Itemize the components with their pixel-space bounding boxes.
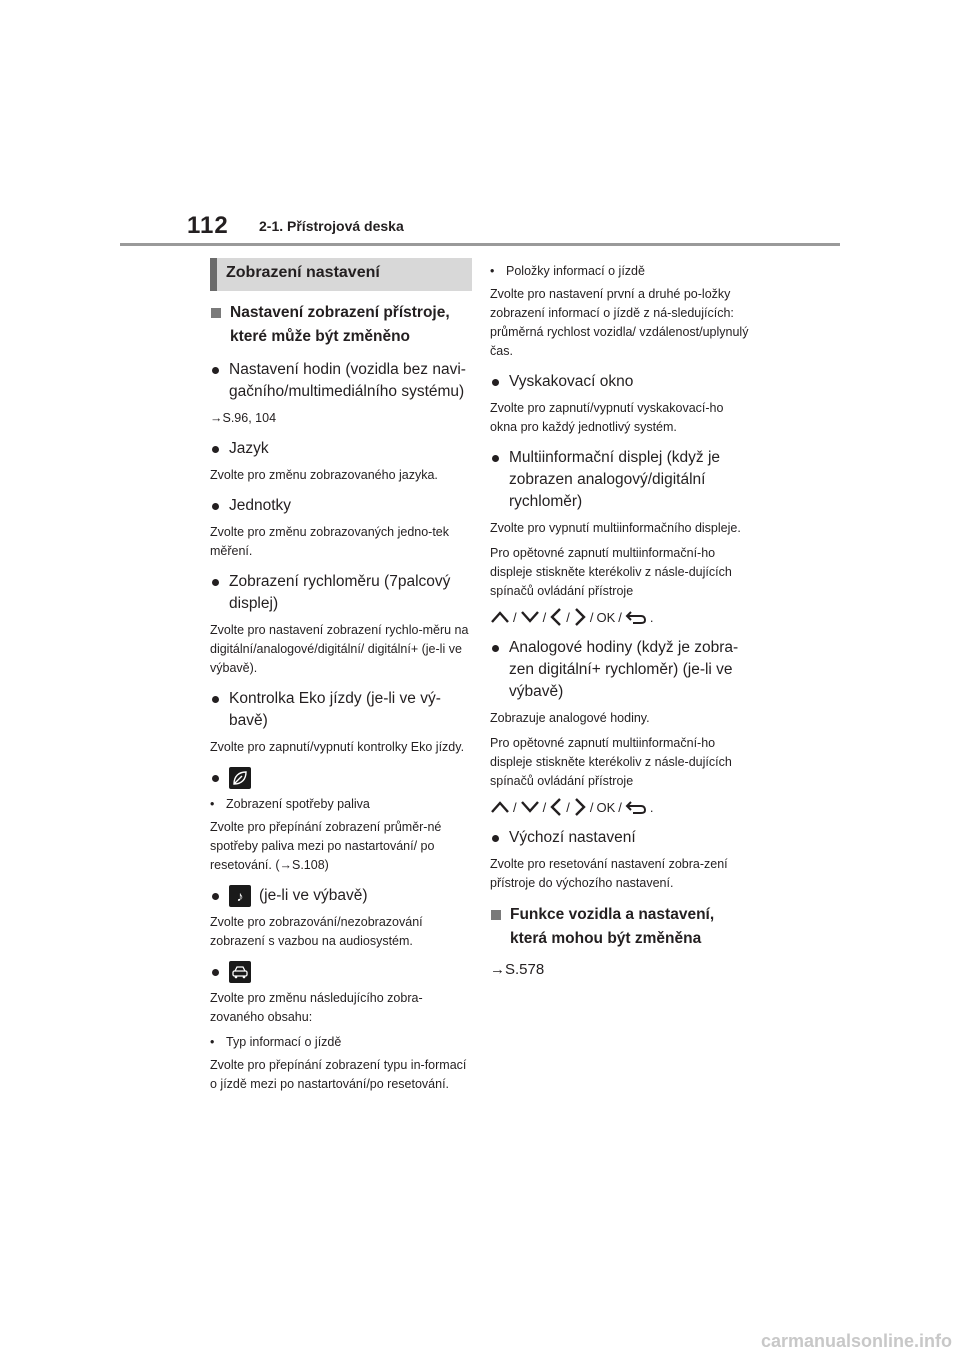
sub-bullet: • Zobrazení spotřeby paliva: [210, 797, 370, 811]
body-text: Zvolte pro resetování nastavení zobra-zení přístroje do výchozího nastavení.: [490, 857, 728, 890]
page-number: 112: [187, 212, 229, 239]
body-text: Pro opětovné zapnutí multiinformační-ho displeje stiskněte kterékoliv z násle-dujících spínačů ovládání přístroje: [490, 736, 732, 788]
chevron-left-icon: [549, 797, 563, 817]
subsection-heading: Nastavení zobrazení přístroje, které může být změněno: [210, 301, 472, 349]
list-item: Multiinformační displej (když je zobrazen analogový/digitální rychloměr): [490, 447, 752, 513]
chevron-up-icon: [490, 609, 510, 625]
back-arrow-icon: [625, 609, 647, 625]
list-item: Analogové hodiny (když je zobra-zen digitální+ rychloměr) (je-li ve výbavě): [490, 637, 752, 703]
list-item: Zobrazení rychloměru (7palcový displej): [210, 571, 472, 615]
body-text: Zvolte pro změnu následujícího zobra-zovaného obsahu:: [210, 991, 423, 1024]
body-text: Zvolte pro nastavení zobrazení rychlo-měru na digitální/analogové/digitální/ digitální+ (je-li ve výbavě).: [210, 623, 469, 675]
bullet-icon: [212, 775, 219, 782]
list-item: [210, 961, 472, 983]
header-rule: [120, 243, 840, 246]
body-text: Zvolte pro přepínání zobrazení průměr-né spotřeby paliva mezi po nastartování/ po resetování. (→S.108): [210, 820, 442, 872]
body-text: Zobrazuje analogové hodiny.: [490, 711, 650, 725]
sub-bullet: • Položky informací o jízdě: [490, 264, 645, 278]
right-column: [490, 258, 752, 985]
body-text: Zvolte pro zobrazování/nezobrazování zobrazení s vazbou na audiosystém.: [210, 915, 423, 948]
ok-label: OK: [596, 609, 616, 625]
music-note-icon: ♪: [229, 885, 251, 907]
chevron-right-icon: [573, 607, 587, 627]
ok-label: OK: [596, 799, 616, 815]
list-item: Jednotky: [210, 495, 472, 517]
body-text: Zvolte pro změnu zobrazovaných jedno-tek měření.: [210, 525, 450, 558]
bullet-icon: [492, 835, 499, 842]
body-text: Zvolte pro nastavení první a druhé po-ložky zobrazení informací o jízdě z ná-sledujících: průměrná rychlost vozidla/ vzdálenost/uplynulý čas.: [490, 287, 749, 358]
back-arrow-icon: [625, 799, 647, 815]
chapter-title: 2-1. Přístrojová deska: [259, 218, 404, 234]
bullet-icon: [212, 893, 219, 900]
list-item: Vyskakovací okno: [490, 371, 752, 393]
body-text: Pro opětovné zapnutí multiinformační-ho displeje stiskněte kterékoliv z násle-dujících spínačů ovládání přístroje: [490, 546, 732, 598]
page-reference: →S.578: [490, 961, 545, 978]
body-text: Zvolte pro přepínání zobrazení typu in-formací o jízdě mezi po nastartování/po resetování.: [210, 1058, 467, 1091]
bullet-icon: [492, 645, 499, 652]
bullet-icon: [212, 696, 219, 703]
list-item: Nastavení hodin (vozidla bez navi-gačního/multimediálního systému): [210, 359, 472, 403]
chevron-down-icon: [520, 609, 540, 625]
chevron-up-icon: [490, 799, 510, 815]
square-bullet-icon: [211, 308, 221, 318]
page-reference: →S.96, 104: [210, 411, 277, 425]
list-item: ♪ (je-li ve výbavě): [210, 885, 472, 907]
body-text: Zvolte pro vypnutí multiinformačního displeje.: [490, 521, 741, 535]
chevron-right-icon: [573, 797, 587, 817]
body-text: Zvolte pro zapnutí/vypnutí vyskakovací-ho okna pro každý jednotlivý systém.: [490, 401, 724, 434]
bullet-icon: [212, 579, 219, 586]
bullet-icon: [212, 503, 219, 510]
bullet-icon: [212, 969, 219, 976]
bullet-icon: [492, 455, 499, 462]
list-item: Výchozí nastavení: [490, 827, 752, 849]
bullet-icon: [212, 367, 219, 374]
list-item: Kontrolka Eko jízdy (je-li ve vý-bavě): [210, 688, 472, 732]
subsection-heading: Funkce vozidla a nastavení, která mohou být změněna: [490, 903, 752, 951]
watermark: carmanualsonline.info: [760, 1331, 952, 1351]
chevron-down-icon: [520, 799, 540, 815]
bullet-icon: [492, 379, 499, 386]
switch-icons-row: / / / / OK / .: [490, 607, 752, 627]
list-item: [210, 767, 472, 789]
section-title: Zobrazení nastavení: [210, 258, 472, 291]
switch-icons-row: / / / / OK / .: [490, 797, 752, 817]
body-text: Zvolte pro změnu zobrazovaného jazyka.: [210, 468, 438, 482]
car-info-icon: [229, 961, 251, 983]
bullet-icon: [212, 446, 219, 453]
chevron-left-icon: [549, 607, 563, 627]
square-bullet-icon: [491, 910, 501, 920]
leaf-icon: [229, 767, 251, 789]
sub-bullet: • Typ informací o jízdě: [210, 1035, 342, 1049]
list-item: Jazyk: [210, 438, 472, 460]
body-text: Zvolte pro zapnutí/vypnutí kontrolky Eko jízdy.: [210, 740, 465, 754]
left-column: [210, 258, 472, 1100]
